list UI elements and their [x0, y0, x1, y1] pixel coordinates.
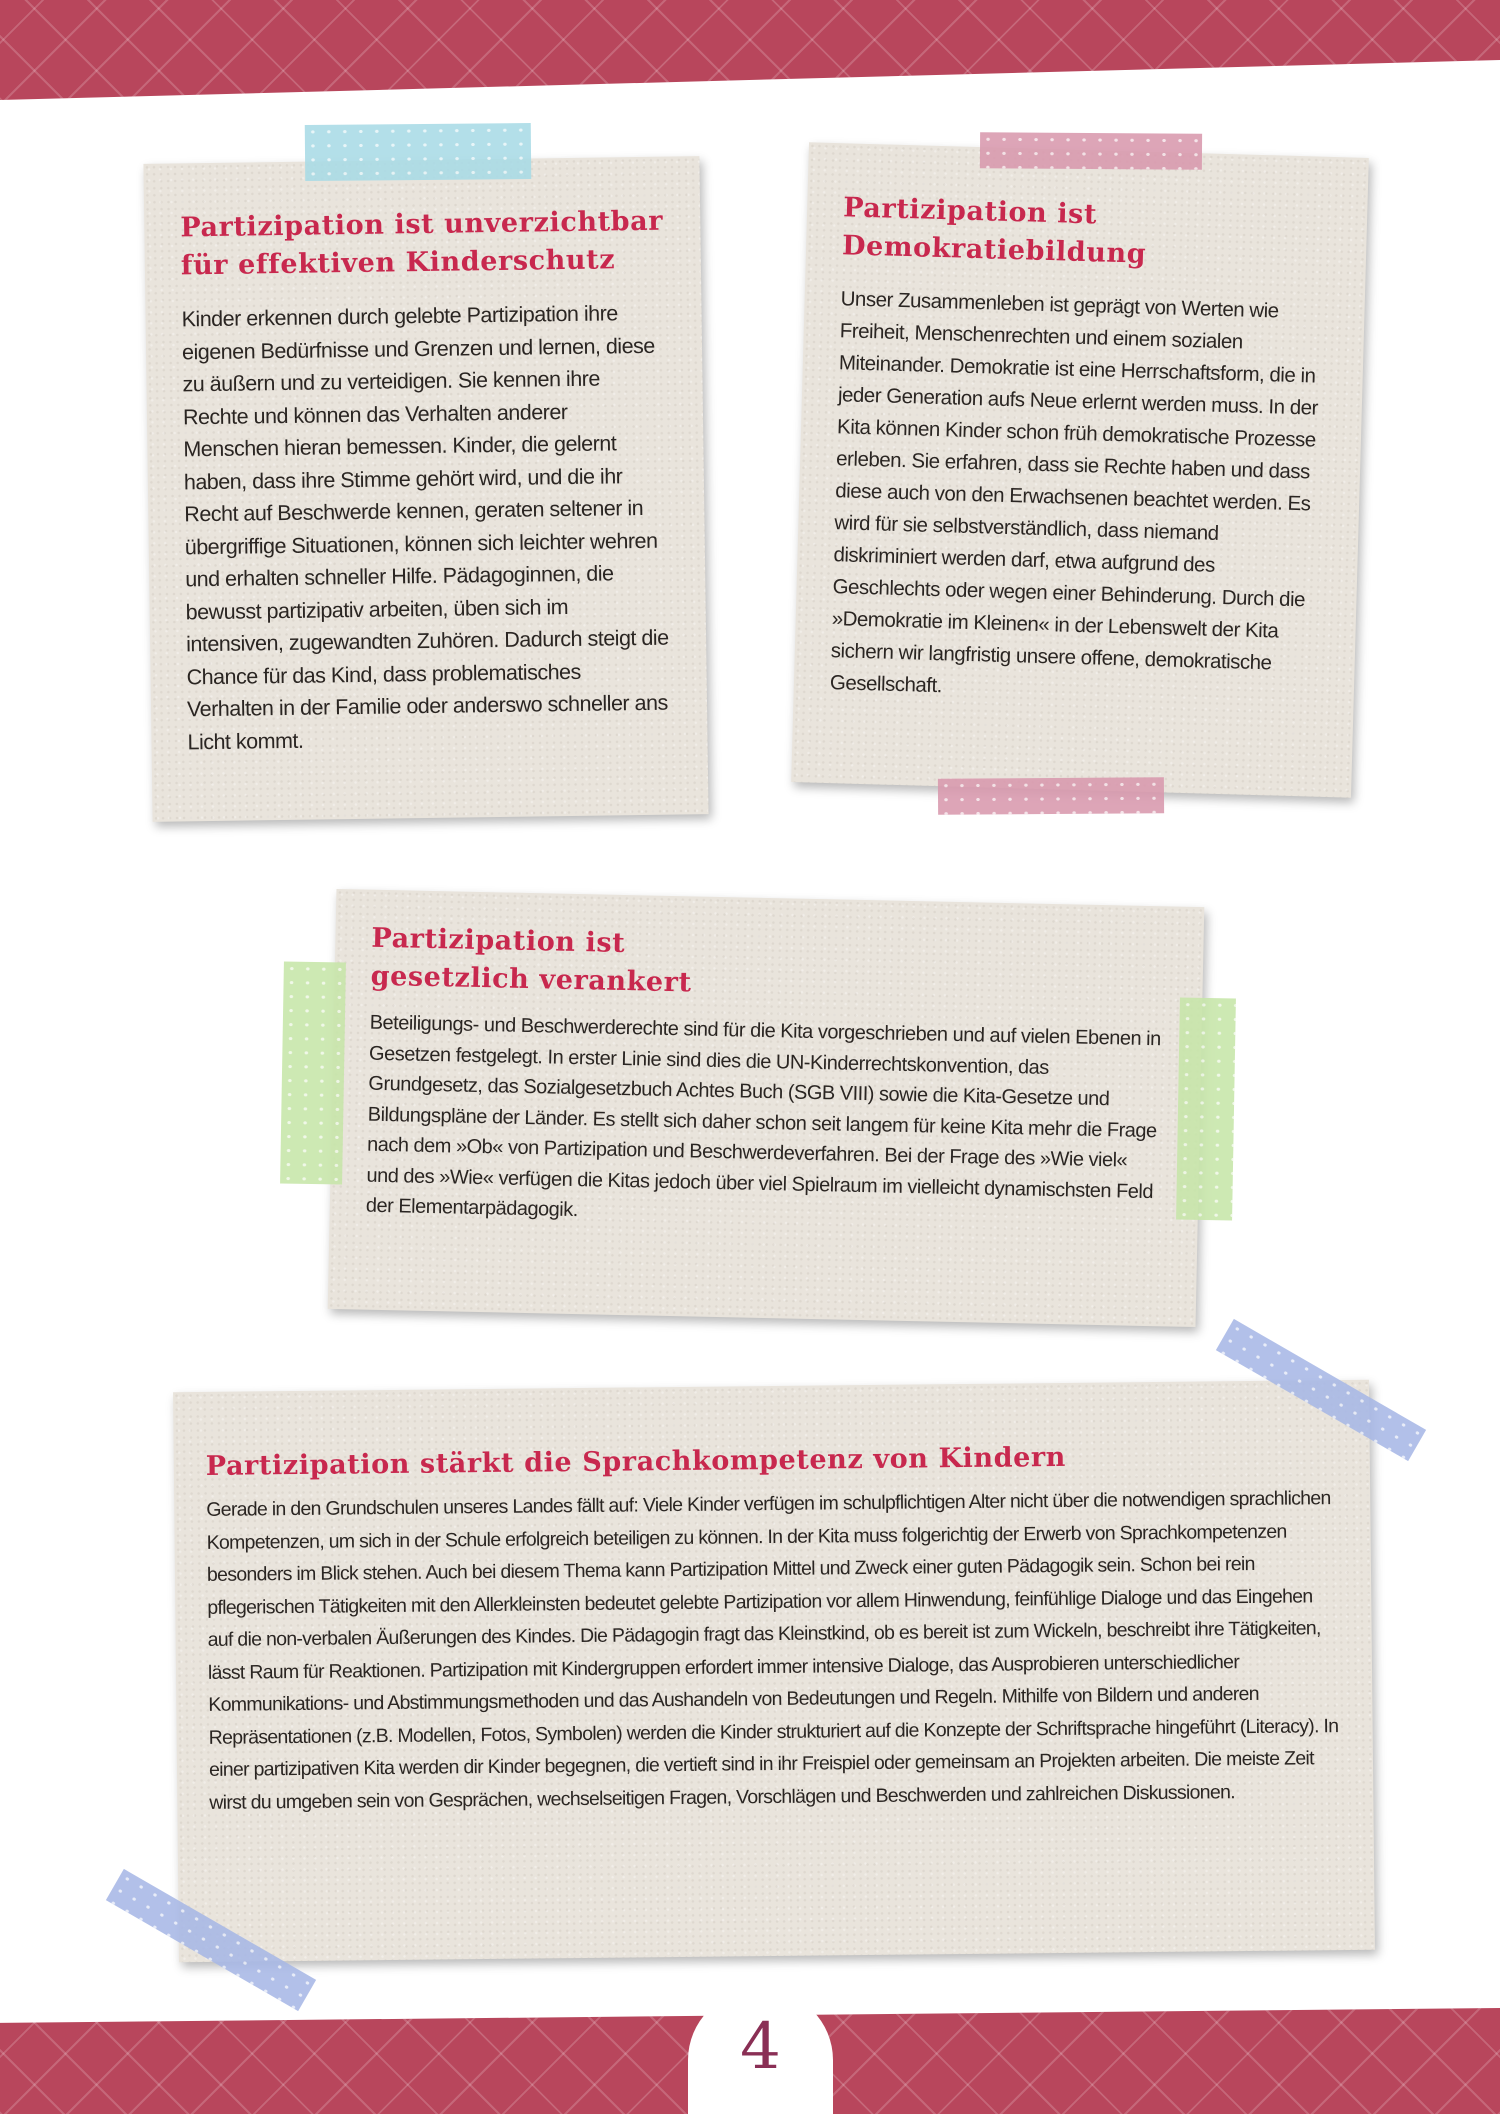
- card-title: [206, 1436, 1340, 1486]
- page-number: 4: [740, 2010, 781, 2084]
- card-sprachkompetenz: [173, 1380, 1375, 1962]
- card-title-line-1: Partizipation ist unverzichtbar: [180, 205, 664, 244]
- card-title-line-2: für effektiven Kinderschutz: [180, 244, 616, 282]
- card-title-line-1: Partizipation ist: [371, 922, 626, 960]
- card-body: Kinder erkennen durch gelebte Partizipation ihre eigenen Bedürfnisse und Grenzen und lernen, diese zu äußern und zu verteidigen. Sie kennen ihre Rechte und können das Verhalten anderer Menschen hieran bemessen. Kinder, die gelernt haben, dass ihre Stimme gehört wird, und die ihr Recht auf Beschwerde kennen, geraten seltener in übergriffige Situationen, können sich leichter wehren und erhalten schneller Hilfe. Pädagoginnen, die bewusst partizipativ arbeiten, üben sich im intensiven, zugewandten Zuhören. Dadurch steigt die Chance für das Kind, dass problematisches Verhalten in der Familie oder anderswo schneller ans Licht kommt.: [181, 301, 669, 754]
- card-body: Beteiligungs- und Beschwerderechte sind für die Kita vorgeschrieben und auf vielen Ebenen in Gesetzen festgelegt. In erster Linie sind dies die UN-Kinderrechtskonvention, das Grundgesetz, das Sozialgesetzbuch Achtes Buch (SGB VIII) sowie die Kita-Gesetze und Bildungspläne der Länder. Es stellt sich daher schon seit langem für keine Kita mehr die Frage nach dem »Ob« von Partizipation und Beschwerdeverfahren. Bei der Frage des »Wie viel« und des »Wie« verfügen die Kitas jedoch über viel Spielraum im vielleicht dynamischsten Feld der Elementarpädagogik.: [365, 1011, 1161, 1222]
- top-pattern-band: [0, 0, 1500, 100]
- washi-tape: [938, 777, 1164, 815]
- card-body: Unser Zusammenleben ist geprägt von Werten wie Freiheit, Menschenrechten und einem sozialen Miteinander. Demokratie ist eine Herrschaftsform, die in jeder Generation aufs Neue erlernt werden muss. In der Kita können Kinder schon früh demokratische Prozesse erleben. Sie erfahren, dass sie Rechte haben und dass diese auch von den Erwachsenen beachtet werden. Es wird für sie selbstverständlich, dass niemand diskriminiert werden darf, etwa aufgrund des Geschlechts oder wegen einer Behinderung. Durch die »Demokratie im Kleinen« in der Lebenswelt der Kita sichern wir langfristig unsere offene, demokratische Gesellschaft.: [829, 287, 1319, 698]
- card-title-line-2: Demokratiebildung: [841, 230, 1147, 270]
- washi-tape: [280, 961, 346, 1184]
- card-title-line-1: Partizipation ist: [842, 192, 1098, 231]
- card-title-line-2: gesetzlich verankert: [370, 960, 692, 999]
- card-kinderschutz: [143, 156, 708, 822]
- card-title: [180, 203, 665, 286]
- washi-tape: [1176, 998, 1236, 1221]
- washi-tape: [980, 132, 1202, 170]
- card-body: Gerade in den Grundschulen unseres Landes fällt auf: Viele Kinder verfügen im schulpflichtigen Alter nicht über die notwendigen sprachlichen Kompetenzen, um sich in der Schule erfolgreich beteiligen zu können. In der Kita muss folgerichtig der Erwerb von Sprachkompetenzen besonders im Blick stehen. Auch bei diesem Thema kann Partizipation Mittel und Zweck einer guten Pädagogik sein. Schon bei rein pflegerischen Tätigkeiten mit den Allerkleinsten bedeutet gelebte Partizipation vor allem Hinwendung, feinfühlige Dialoge und das Eingehen auf die non-verbalen Äußerungen des Kindes. Die Pädagogin fragt das Kleinstkind, ob es bereit ist zum Wickeln, beschreibt ihre Tätigkeiten, lässt Raum für Reaktionen. Partizipation mit Kindergruppen erfordert immer intensive Dialoge, das Ausprobieren unterschiedlicher Kommunikations- und Abstimmungsmethoden und das Aushandeln von Bedeutungen und Regeln. Mithilfe von Bildern und anderen Repräsentationen (z.B. Modellen, Fotos, Symbolen) werden die Kinder strukturiert auf die Konzepte der Schriftsprache hingeführt (Literacy). In einer partizipativen Kita werden dir Kinder begegnen, die vertieft sind in ihr Freispiel oder gemeinsam an Projekten arbeiten. Die meiste Zeit wirst du umgeben sein von Gesprächen, wechselseitigen Fragen, Vorschlägen und Beschwerden und zahlreichen Diskussionen.: [206, 1487, 1339, 1814]
- card-demokratiebildung: [791, 142, 1369, 797]
- card-title-line-1: Partizipation stärkt die Sprachkompetenz von Kindern: [205, 1441, 1067, 1482]
- card-gesetzlich: [328, 889, 1205, 1327]
- card-title: [370, 920, 1167, 1013]
- card-title: [842, 189, 1332, 279]
- washi-tape: [305, 123, 531, 181]
